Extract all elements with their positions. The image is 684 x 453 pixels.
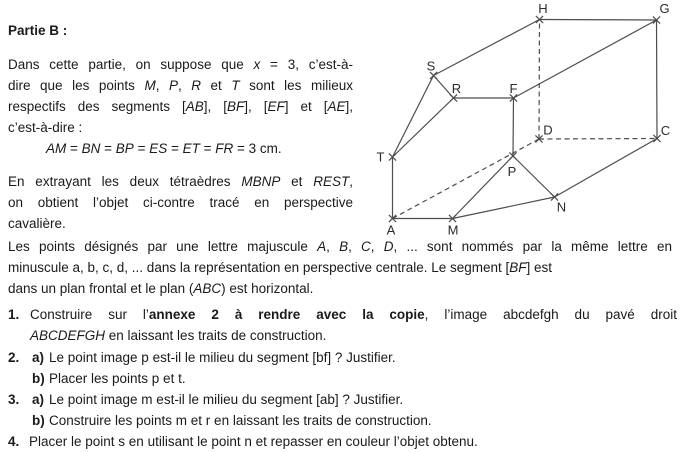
text-run: =	[66, 141, 82, 156]
text-run: A	[317, 239, 327, 254]
edge-PN	[513, 156, 555, 197]
edge-HG	[540, 20, 657, 21]
text-run: Construire sur l’	[30, 307, 149, 322]
edge-FP	[513, 98, 514, 156]
text-run: et	[201, 78, 232, 93]
question-text	[49, 410, 432, 431]
text-run: AB	[185, 99, 204, 114]
question-letter: b)	[32, 413, 45, 428]
text-run: EF	[267, 99, 285, 114]
text-run: BF	[509, 260, 527, 275]
text-run: ,	[155, 78, 169, 93]
text-run: BP	[115, 141, 134, 156]
point-label-R: R	[451, 81, 462, 96]
text-run: BN	[81, 141, 101, 156]
text-run: = 3, c’est-à-	[260, 57, 354, 72]
text-run: ,	[370, 239, 384, 254]
text-run: ,	[348, 239, 362, 254]
text-run: ) est horizontal.	[221, 281, 314, 296]
text-run: Le point image m est-il le milieu du segment [ab] ? Justifier.	[49, 392, 404, 407]
text-run: en laissant les traits de construction.	[105, 328, 327, 343]
question-2a	[0, 347, 684, 368]
text-run: = 3 cm.	[233, 141, 282, 156]
text-run: En extrayant les deux tétraèdres	[8, 174, 242, 189]
text-line	[30, 325, 677, 346]
question-text	[49, 389, 403, 410]
text-run: P	[168, 78, 178, 93]
text-run: =	[167, 141, 183, 156]
text-run: ABCDEFGH	[30, 328, 106, 343]
text-run: MBNP	[241, 174, 281, 189]
text-line	[8, 278, 672, 299]
text-run: ET	[182, 141, 200, 156]
text-run: ,	[177, 78, 192, 93]
text-run: ] et [	[284, 99, 328, 114]
text-run: respectifs des segments [	[8, 99, 186, 114]
question-4	[0, 431, 684, 452]
text-run: ABC	[193, 281, 222, 296]
point-label-A: A	[386, 222, 396, 238]
question-3a	[0, 389, 684, 410]
question-text	[30, 304, 677, 346]
text-run: minuscule a, b, c, d, ... dans la représentation en perspective centrale. Le segment [	[8, 260, 510, 275]
edge-DC-dashed	[539, 139, 657, 140]
text-run: dire que les points	[8, 78, 145, 93]
point-label-N: N	[556, 199, 567, 215]
text-run: T	[231, 78, 240, 93]
question-text	[29, 431, 478, 452]
text-run: =	[133, 141, 150, 156]
text-run: B	[339, 239, 349, 254]
question-3b	[0, 410, 684, 431]
question-2b	[0, 368, 684, 389]
text-run: C	[361, 239, 371, 254]
text-run: REST	[313, 174, 350, 189]
text-run: et	[280, 174, 314, 189]
text-run: BF	[226, 99, 245, 114]
text-run: =	[199, 141, 216, 156]
text-run: ], [	[203, 99, 227, 114]
text-run: ],	[345, 99, 353, 114]
text-run: dans un plan frontal et le plan (	[8, 281, 194, 296]
text-run: D	[383, 239, 394, 254]
text-run: ES	[149, 141, 168, 156]
question-letter: b)	[32, 371, 45, 386]
edge-AD-dashed	[393, 139, 540, 219]
point-label-T: T	[376, 149, 385, 165]
section-title: Partie B :	[8, 23, 68, 38]
point-label-P: P	[507, 164, 517, 179]
text-run: ,	[349, 174, 353, 189]
edge-RT	[393, 98, 454, 157]
naming-paragraph	[8, 236, 672, 299]
edge-MP	[453, 156, 514, 219]
text-run: Placer les points p et t.	[49, 371, 186, 386]
point-label-C: C	[660, 123, 671, 138]
text-run: FR	[215, 141, 234, 156]
text-run: =	[100, 141, 116, 156]
text-run: Construire les points m et r en laissant les traits de construction.	[49, 413, 432, 428]
text-line	[8, 257, 672, 278]
text-run: AM	[46, 141, 67, 156]
text-run: sont les milieux	[239, 78, 353, 93]
text-run: ] est	[526, 260, 553, 275]
edge-MN	[453, 197, 555, 219]
edge-SH	[434, 20, 540, 76]
point-label-D: D	[543, 122, 553, 138]
text-run: ], [	[244, 99, 268, 114]
edge-NC	[555, 139, 658, 198]
text-run: R	[191, 78, 202, 93]
edge-ST	[393, 76, 434, 158]
point-label-H: H	[538, 1, 548, 16]
text-run: Dans cette partie, on suppose que	[8, 57, 254, 72]
question-letter: a)	[32, 392, 45, 407]
text-run: Les points désignés par une lettre majuscule	[8, 239, 318, 254]
text-run: x	[253, 57, 261, 72]
question-number: 4.	[8, 434, 20, 449]
edge-GC	[657, 20, 658, 139]
text-run: , ... sont nommés par la même lettre en	[393, 239, 672, 254]
text-run: Placer le point s en utilisant le point n et repasser en couleur l’objet obtenu.	[29, 434, 478, 449]
edge-DH-dashed	[539, 20, 540, 140]
text-run: Le point image p est-il le milieu du segment [bf] ? Justifier.	[49, 350, 396, 365]
text-run: on obtient l’objet ci-contre tracé en perspective	[8, 195, 353, 210]
text-run: M	[144, 78, 156, 93]
text-run: c’est-à-dire :	[8, 120, 83, 135]
point-label-F: F	[509, 81, 518, 96]
point-label-S: S	[426, 58, 436, 74]
question-text	[49, 347, 396, 368]
question-letter: a)	[32, 350, 45, 365]
question-1	[0, 304, 684, 346]
text-run: AE	[327, 99, 346, 114]
text-line	[8, 236, 672, 257]
edge-FG	[514, 20, 657, 98]
question-number: 1.	[8, 307, 20, 322]
point-label-M: M	[447, 222, 459, 238]
text-run: ,	[326, 239, 340, 254]
question-text	[49, 368, 186, 389]
point-label-G: G	[659, 1, 670, 16]
text-line	[30, 304, 677, 325]
text-run: , l’image abcdefgh du pavé droit	[424, 307, 677, 322]
question-number: 2.	[8, 350, 20, 365]
text-run: cavalière.	[8, 216, 66, 231]
question-number: 3.	[8, 392, 20, 407]
text-run: annexe 2 à rendre avec la copie	[148, 307, 425, 322]
